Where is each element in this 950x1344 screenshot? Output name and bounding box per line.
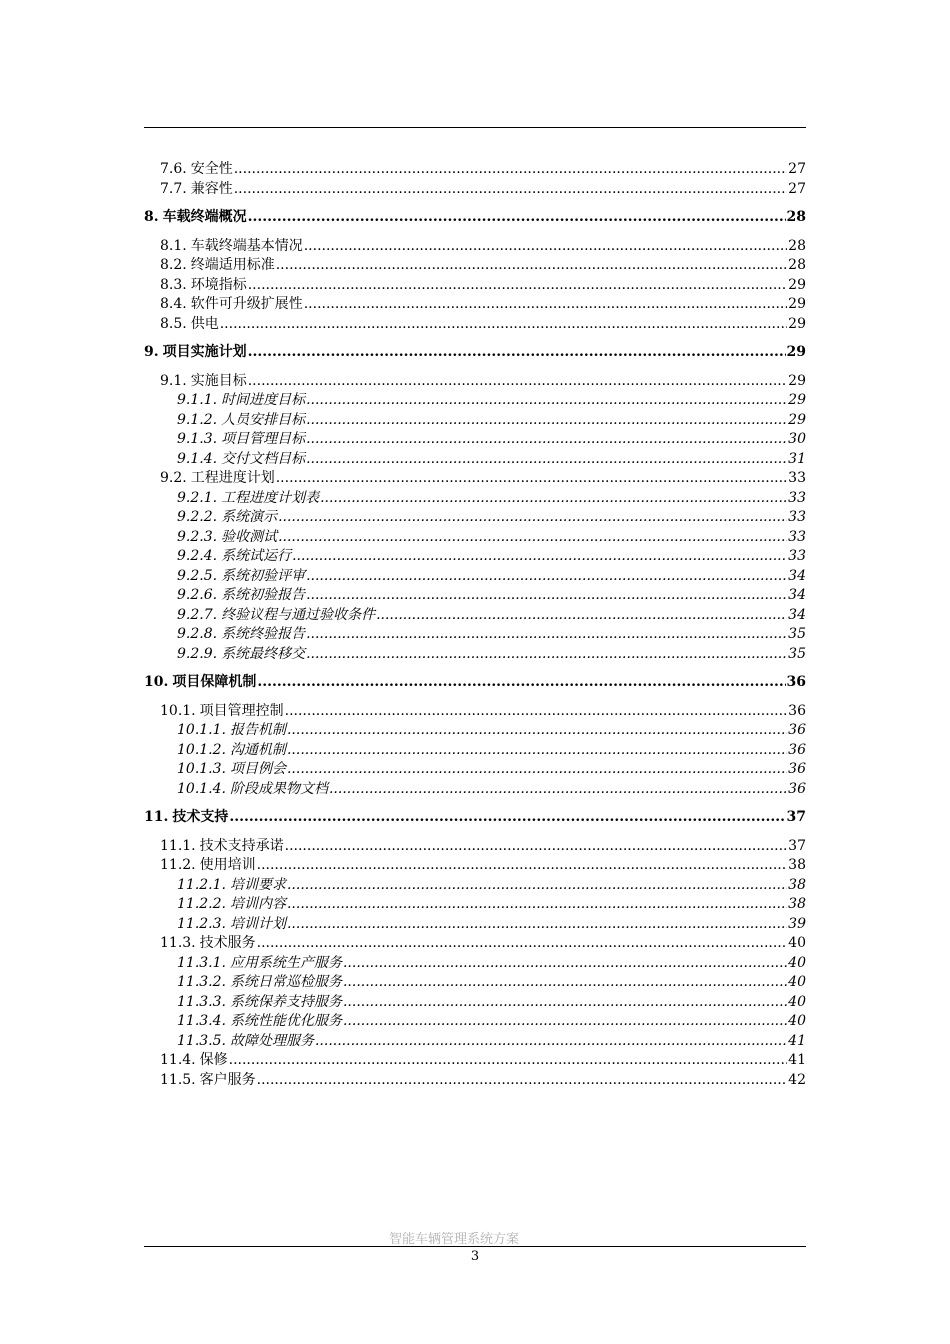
toc-entry-title: 技术服务 xyxy=(199,935,256,951)
toc-entry-page: 41 xyxy=(788,1032,806,1049)
toc-entry-page: 36 xyxy=(786,674,806,690)
toc-entry-title: 沟通机制 xyxy=(229,741,286,758)
toc-entry-page: 29 xyxy=(786,344,806,360)
toc-dot-leader xyxy=(220,315,787,335)
toc-dot-leader xyxy=(376,606,787,626)
toc-entry[interactable] xyxy=(144,372,806,392)
toc-dot-leader xyxy=(343,1012,787,1032)
toc-entry[interactable] xyxy=(144,721,806,741)
toc-entry-page: 29 xyxy=(788,276,806,293)
toc-entry-number: 11.2. xyxy=(160,857,196,873)
toc-entry-number: 11.5. xyxy=(160,1071,196,1088)
toc-entry-page: 33 xyxy=(788,528,806,545)
toc-entry[interactable] xyxy=(144,1071,806,1091)
toc-entry-title: 项目例会 xyxy=(229,761,286,777)
toc-dot-leader xyxy=(287,915,787,935)
toc-dot-leader xyxy=(248,276,787,296)
toc-entry[interactable] xyxy=(144,876,806,896)
toc-entry-title: 工程进度计划 xyxy=(190,470,275,486)
toc-entry[interactable] xyxy=(144,208,806,228)
page-number: 3 xyxy=(470,1249,480,1264)
toc-entry-page: 40 xyxy=(788,993,806,1010)
toc-dot-leader xyxy=(257,856,788,876)
toc-dot-leader xyxy=(234,160,787,180)
toc-entry-title: 终验议程与通过验收条件 xyxy=(221,606,376,623)
toc-entry-page: 37 xyxy=(786,809,806,825)
toc-entry-title: 使用培训 xyxy=(199,857,256,873)
toc-entry-title: 系统初验评审 xyxy=(221,567,306,584)
toc-entry-page: 29 xyxy=(788,411,806,428)
toc-dot-leader xyxy=(304,237,787,257)
toc-entry-number: 8.5. xyxy=(160,315,187,332)
toc-entry-number: 9.2.6. xyxy=(177,587,218,603)
toc-dot-leader xyxy=(306,645,787,665)
toc-entry-number: 11. xyxy=(144,809,169,825)
toc-entry-title: 系统终验报告 xyxy=(221,626,306,642)
toc-entry-title: 软件可升级扩展性 xyxy=(190,296,303,312)
toc-dot-leader xyxy=(248,208,786,228)
toc-entry[interactable] xyxy=(144,808,806,828)
toc-entry-number: 9.2. xyxy=(160,470,187,486)
toc-entry[interactable] xyxy=(144,856,806,876)
toc-entry-title: 培训计划 xyxy=(229,915,286,932)
toc-entry-page: 33 xyxy=(788,470,806,486)
toc-entry-page: 34 xyxy=(788,606,806,623)
toc-entry-page: 29 xyxy=(788,392,806,408)
toc-dot-leader xyxy=(306,430,787,450)
toc-dot-leader xyxy=(343,973,787,993)
toc-entry-title: 环境指标 xyxy=(190,276,247,293)
toc-entry-page: 38 xyxy=(788,896,806,912)
toc-entry-number: 11.3.3. xyxy=(177,993,226,1010)
toc-dot-leader xyxy=(229,1051,788,1071)
toc-entry-title: 客户服务 xyxy=(199,1071,256,1088)
toc-entry[interactable] xyxy=(144,1051,806,1071)
toc-entry-number: 11.3.5. xyxy=(177,1032,226,1049)
toc-entry-number: 9.2.9. xyxy=(177,645,218,662)
table-of-contents xyxy=(144,160,806,1090)
toc-entry[interactable] xyxy=(144,625,806,645)
toc-entry-page: 34 xyxy=(788,567,806,584)
toc-entry-number: 9.2.5. xyxy=(177,567,218,584)
toc-entry-page: 35 xyxy=(788,626,806,642)
toc-entry-number: 9.2.4. xyxy=(177,548,218,564)
toc-entry-page: 28 xyxy=(788,237,806,254)
toc-dot-leader xyxy=(257,673,785,693)
toc-entry-number: 8.4. xyxy=(160,296,187,312)
toc-entry-number: 9.1. xyxy=(160,372,187,389)
toc-entry-title: 时间进度目标 xyxy=(221,392,306,408)
toc-entry-title: 故障处理服务 xyxy=(229,1032,314,1049)
toc-entry[interactable] xyxy=(144,954,806,974)
toc-dot-leader xyxy=(287,895,787,915)
toc-entry[interactable] xyxy=(144,973,806,993)
toc-entry[interactable] xyxy=(144,450,806,470)
toc-entry-page: 33 xyxy=(788,489,806,506)
toc-entry-number: 9.1.1. xyxy=(177,392,218,408)
toc-entry-title: 车载终端基本情况 xyxy=(190,237,303,254)
toc-entry[interactable] xyxy=(144,837,806,857)
toc-entry-page: 29 xyxy=(788,372,806,389)
toc-entry[interactable] xyxy=(144,895,806,915)
toc-entry-title: 安全性 xyxy=(190,161,233,177)
toc-entry-number: 11.4. xyxy=(160,1052,196,1068)
toc-entry-number: 10.1.4. xyxy=(177,780,226,797)
toc-dot-leader xyxy=(320,489,787,509)
toc-entry-page: 34 xyxy=(788,587,806,603)
toc-entry-number: 8.3. xyxy=(160,276,187,293)
toc-entry-title: 系统试运行 xyxy=(221,548,292,564)
toc-dot-leader xyxy=(234,180,787,200)
toc-entry-title: 系统最终移交 xyxy=(221,645,306,662)
toc-entry-number: 9.2.7. xyxy=(177,606,218,623)
toc-entry-title: 系统保养支持服务 xyxy=(229,993,342,1010)
toc-entry-page: 35 xyxy=(788,645,806,662)
toc-entry-title: 实施目标 xyxy=(190,372,247,389)
toc-entry[interactable] xyxy=(144,343,806,363)
toc-entry-title: 项目管理控制 xyxy=(199,702,284,719)
toc-entry-number: 10.1. xyxy=(160,702,196,719)
toc-entry[interactable] xyxy=(144,276,806,296)
toc-dot-leader xyxy=(287,876,787,896)
footer-rule xyxy=(144,1246,806,1247)
toc-entry-title: 项目实施计划 xyxy=(162,344,247,360)
toc-entry[interactable] xyxy=(144,391,806,411)
toc-entry[interactable] xyxy=(144,645,806,665)
toc-dot-leader xyxy=(306,586,787,606)
toc-entry-title: 兼容性 xyxy=(190,180,233,197)
toc-entry[interactable] xyxy=(144,237,806,257)
toc-entry-page: 27 xyxy=(788,161,806,177)
toc-entry-number: 11.3.1. xyxy=(177,954,226,971)
toc-entry-page: 37 xyxy=(788,837,806,854)
toc-entry-number: 11.2.3. xyxy=(177,915,226,932)
toc-entry-title: 交付文档目标 xyxy=(221,450,306,467)
toc-entry-number: 9.2.2. xyxy=(177,509,218,525)
toc-entry-title: 项目管理目标 xyxy=(221,431,306,447)
toc-entry[interactable] xyxy=(144,702,806,722)
toc-dot-leader xyxy=(229,808,785,828)
toc-entry-page: 40 xyxy=(788,935,806,951)
toc-entry[interactable] xyxy=(144,567,806,587)
toc-entry-page: 36 xyxy=(788,780,806,797)
toc-entry[interactable] xyxy=(144,915,806,935)
toc-entry-number: 11.1. xyxy=(160,837,196,854)
toc-dot-leader xyxy=(278,528,787,548)
toc-entry-number: 11.3. xyxy=(160,935,196,951)
toc-entry-page: 39 xyxy=(788,915,806,932)
toc-entry-page: 29 xyxy=(788,315,806,332)
toc-entry[interactable] xyxy=(144,295,806,315)
toc-entry-page: 31 xyxy=(788,450,806,467)
toc-entry-number: 8.2. xyxy=(160,257,187,273)
toc-entry-title: 系统演示 xyxy=(221,509,278,525)
toc-entry-title: 终端适用标准 xyxy=(190,257,275,273)
toc-entry-number: 9.2.3. xyxy=(177,528,218,545)
toc-dot-leader xyxy=(285,702,788,722)
toc-dot-leader xyxy=(276,256,787,276)
toc-entry[interactable] xyxy=(144,528,806,548)
toc-dot-leader xyxy=(304,295,787,315)
toc-entry-number: 9. xyxy=(144,344,159,360)
toc-entry[interactable] xyxy=(144,180,806,200)
toc-dot-leader xyxy=(343,954,787,974)
toc-entry-title: 验收测试 xyxy=(221,528,278,545)
toc-entry-number: 9.1.3. xyxy=(177,431,218,447)
toc-entry-page: 27 xyxy=(788,180,806,197)
toc-entry-title: 报告机制 xyxy=(229,722,286,738)
toc-entry[interactable] xyxy=(144,1032,806,1052)
toc-entry-page: 29 xyxy=(788,296,806,312)
toc-entry-number: 9.1.2. xyxy=(177,411,218,428)
toc-entry-number: 11.2.1. xyxy=(177,876,226,893)
header-rule xyxy=(144,127,806,128)
toc-entry-page: 28 xyxy=(788,257,806,273)
toc-entry-number: 9.2.8. xyxy=(177,626,218,642)
toc-entry-title: 培训内容 xyxy=(229,896,286,912)
toc-entry[interactable] xyxy=(144,606,806,626)
toc-entry-title: 车载终端概况 xyxy=(162,209,247,225)
toc-entry-page: 30 xyxy=(788,431,806,447)
toc-entry[interactable] xyxy=(144,673,806,693)
toc-entry-page: 38 xyxy=(788,876,806,893)
toc-entry-title: 保修 xyxy=(199,1052,228,1068)
toc-entry[interactable] xyxy=(144,430,806,450)
toc-entry[interactable] xyxy=(144,780,806,800)
toc-entry[interactable] xyxy=(144,489,806,509)
toc-entry[interactable] xyxy=(144,160,806,180)
toc-dot-leader xyxy=(276,469,787,489)
toc-entry[interactable] xyxy=(144,741,806,761)
toc-entry-number: 10.1.3. xyxy=(177,761,226,777)
toc-entry-number: 8. xyxy=(144,209,159,225)
toc-entry-number: 8.1. xyxy=(160,237,187,254)
toc-entry[interactable] xyxy=(144,934,806,954)
toc-entry[interactable] xyxy=(144,256,806,276)
toc-entry[interactable] xyxy=(144,315,806,335)
toc-entry-page: 40 xyxy=(788,954,806,971)
toc-entry[interactable] xyxy=(144,469,806,489)
toc-dot-leader xyxy=(287,760,787,780)
toc-dot-leader xyxy=(248,343,786,363)
toc-dot-leader xyxy=(287,741,787,761)
toc-entry-page: 36 xyxy=(788,761,806,777)
toc-entry[interactable] xyxy=(144,1012,806,1032)
toc-entry-title: 系统日常巡检服务 xyxy=(229,974,342,990)
toc-entry-page: 36 xyxy=(788,722,806,738)
toc-entry-title: 人员安排目标 xyxy=(221,411,306,428)
toc-dot-leader xyxy=(292,547,787,567)
toc-entry-title: 阶段成果物文档 xyxy=(229,780,328,797)
toc-entry[interactable] xyxy=(144,547,806,567)
toc-dot-leader xyxy=(248,372,787,392)
toc-entry-title: 工程进度计划表 xyxy=(221,489,320,506)
toc-entry-number: 7.6. xyxy=(160,161,187,177)
toc-entry-number: 11.3.4. xyxy=(177,1013,226,1029)
toc-dot-leader xyxy=(306,411,787,431)
toc-dot-leader xyxy=(306,450,787,470)
toc-entry[interactable] xyxy=(144,993,806,1013)
toc-entry-page: 40 xyxy=(788,1013,806,1029)
toc-dot-leader xyxy=(329,780,787,800)
toc-entry-page: 33 xyxy=(788,548,806,564)
toc-dot-leader xyxy=(306,567,787,587)
toc-entry-number: 10.1.1. xyxy=(177,722,226,738)
toc-entry[interactable] xyxy=(144,586,806,606)
toc-entry-number: 10. xyxy=(144,674,169,690)
toc-entry-number: 11.2.2. xyxy=(177,896,226,912)
toc-entry-title: 供电 xyxy=(190,315,219,332)
toc-entry-page: 33 xyxy=(788,509,806,525)
toc-entry[interactable] xyxy=(144,411,806,431)
footer-document-title: 智能车辆管理系统方案 xyxy=(388,1232,519,1247)
toc-entry-title: 技术支持 xyxy=(172,809,229,825)
toc-entry-number: 9.2.1. xyxy=(177,489,218,506)
toc-dot-leader xyxy=(278,508,787,528)
toc-entry[interactable] xyxy=(144,760,806,780)
toc-dot-leader xyxy=(285,837,788,857)
toc-entry-title: 应用系统生产服务 xyxy=(229,954,342,971)
toc-entry-page: 38 xyxy=(788,857,806,873)
toc-entry-page: 41 xyxy=(788,1052,806,1068)
toc-entry-number: 7.7. xyxy=(160,180,187,197)
toc-dot-leader xyxy=(306,391,787,411)
toc-dot-leader xyxy=(257,934,788,954)
toc-dot-leader xyxy=(315,1032,787,1052)
toc-entry-number: 9.1.4. xyxy=(177,450,218,467)
toc-dot-leader xyxy=(306,625,787,645)
toc-entry-number: 11.3.2. xyxy=(177,974,226,990)
toc-dot-leader xyxy=(343,993,787,1013)
toc-dot-leader xyxy=(287,721,787,741)
toc-entry[interactable] xyxy=(144,508,806,528)
toc-entry-title: 项目保障机制 xyxy=(172,674,257,690)
toc-entry-title: 技术支持承诺 xyxy=(199,837,284,854)
toc-entry-page: 42 xyxy=(788,1071,806,1088)
toc-entry-page: 28 xyxy=(786,209,806,225)
toc-entry-title: 系统初验报告 xyxy=(221,587,306,603)
toc-entry-page: 36 xyxy=(788,741,806,758)
toc-dot-leader xyxy=(257,1071,788,1091)
toc-entry-number: 10.1.2. xyxy=(177,741,226,758)
toc-entry-title: 系统性能优化服务 xyxy=(229,1013,342,1029)
toc-entry-title: 培训要求 xyxy=(229,876,286,893)
toc-entry-page: 36 xyxy=(788,702,806,719)
toc-entry-page: 40 xyxy=(788,974,806,990)
